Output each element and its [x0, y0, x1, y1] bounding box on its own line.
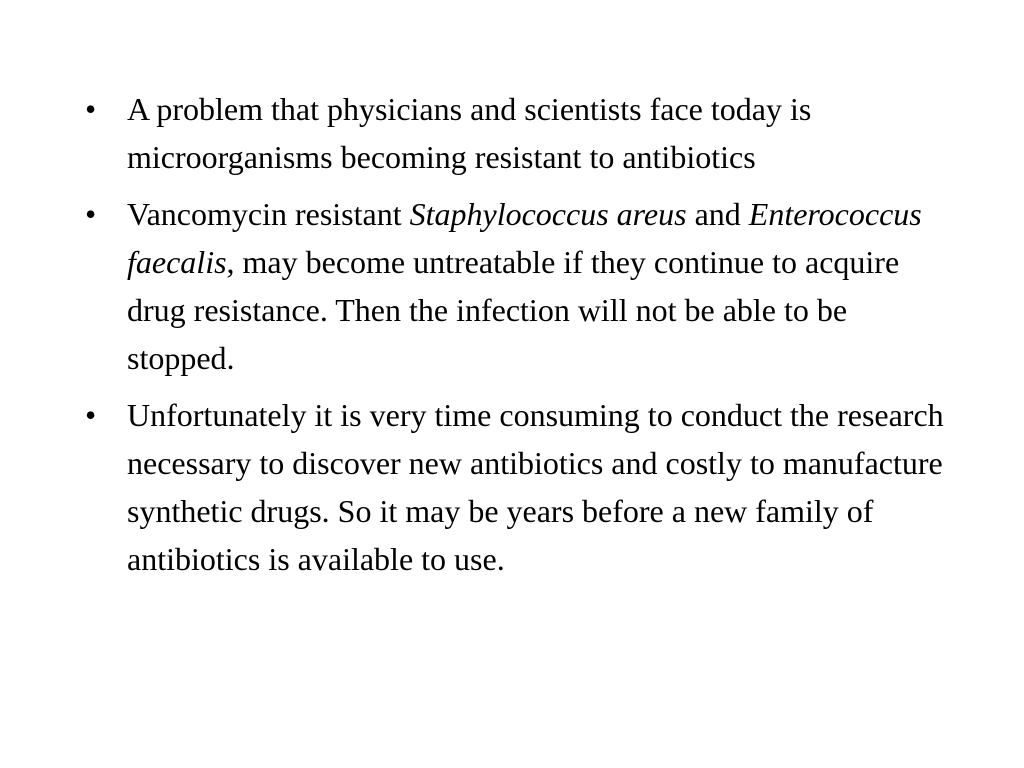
species-name-staphylococcus: Staphylococcus areus — [409, 196, 687, 232]
bullet-text-part2: and — [686, 196, 749, 232]
bullet-item-research-cost — [85, 391, 945, 583]
bullet-text: A problem that physicians and scientists face today is microorganisms becoming resistant to antibiotics — [127, 91, 812, 175]
bullet-text-part1: Vancomycin resistant — [127, 196, 410, 232]
bullet-list — [85, 85, 945, 592]
bullet-text-part3: , may become untreatable if they continue to acquire drug resistance. Then the infection will not be able to be stopped. — [127, 244, 900, 376]
bullet-text: Unfortunately it is very time consuming to conduct the research necessary to discover new antibiotics and costly to manufacture synthetic drugs. So it may be years before a new family of antibiotics is available to use. — [127, 397, 944, 577]
bullet-dot-icon: • — [85, 397, 97, 433]
bullet-item-vancomycin-resistance — [85, 190, 945, 382]
bullet-dot-icon: • — [85, 91, 97, 127]
bullet-dot-icon: • — [85, 196, 97, 232]
species-name-enterococcus: Enterococcus faecalis — [127, 196, 922, 280]
bullet-item-antibiotic-resistance — [85, 85, 945, 181]
